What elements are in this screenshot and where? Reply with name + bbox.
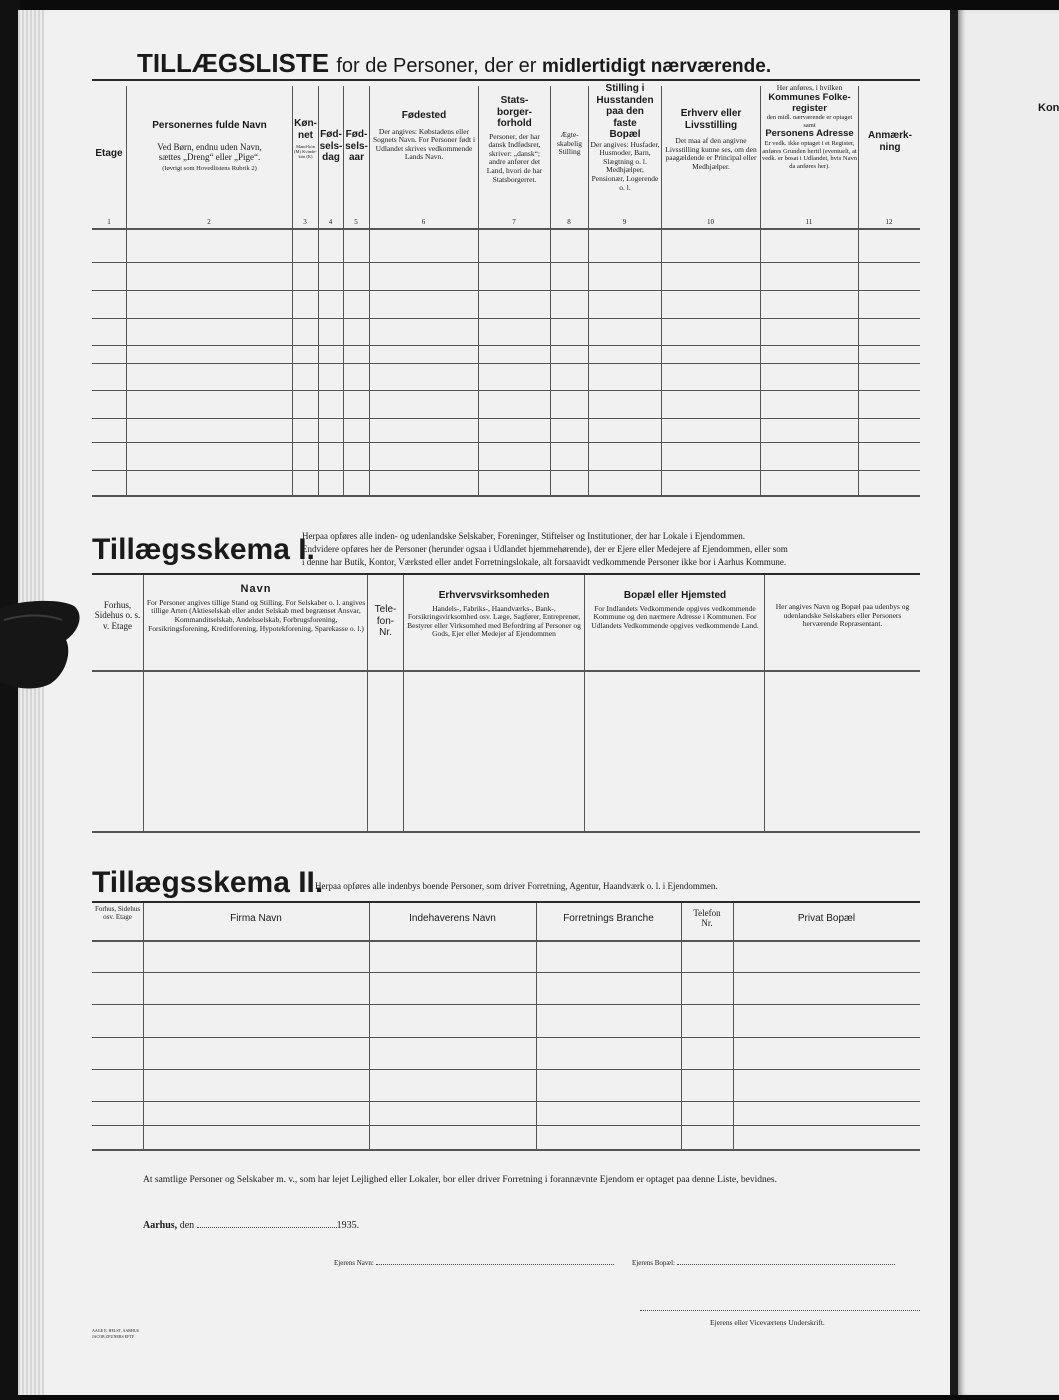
col-number: 4: [328, 218, 333, 226]
col-birthplace-title: Fødested: [401, 110, 447, 121]
owner-home-line: [632, 1256, 895, 1267]
skema2-row-line: [92, 1004, 920, 1005]
skema1-header-rule: [92, 670, 920, 672]
list-row-line: [92, 318, 920, 319]
skema2-title: Tillægsskema II.: [92, 866, 324, 899]
skema2-col-home: Privat Bopæl: [797, 913, 856, 924]
main-title: [137, 48, 771, 79]
col-citizenship-note: Personer, der har dansk Indfødsret, skriver: „dansk“; andre anfører det Land, hvori de har Statsborgerret.: [486, 131, 543, 184]
list-row-line: [92, 390, 920, 391]
skema2-col-floor: Forhus, Sidehus osv. Etage: [94, 905, 141, 922]
col-register-title: Kommunes Folke- register: [768, 91, 851, 114]
col-birthday-line2: sels-: [319, 140, 343, 152]
skema1-vline: [584, 575, 585, 831]
skema1-title: Tillægsskema I.: [92, 533, 315, 566]
list-row-line: [92, 418, 920, 419]
date-field[interactable]: [197, 1219, 337, 1228]
col-number: 9: [622, 218, 627, 226]
skema1-intro-3: i denne har Butik, Kontor, Værksted eller andet Forretningslokale, alt forsaavidt vedkommende Personer ikke bor i Aarhus Kommune.: [302, 557, 787, 567]
skema1-col-name-title: Navn: [240, 583, 272, 595]
col-occupation-note: Det maa af den angivne Livsstilling kunne ses, om den paagældende er Principal eller Medhjælper.: [665, 136, 757, 171]
col-sex-line1: Køn-: [294, 118, 317, 129]
skema1-col-phone: Tele- fon- Nr.: [374, 604, 397, 638]
skema1-col-home-title: Bopæl eller Hjemsted: [623, 590, 727, 601]
col-number: 11: [805, 218, 813, 226]
col-birthplace-note: Der angives: Købstadens eller Sognets Navn. For Personer født i Udlandet skrives vedkommende Lands Navn.: [372, 126, 476, 162]
col-citizenship-title: Stats- borger- forhold: [497, 95, 532, 129]
col-occupation-title: Erhverv eller Livsstilling: [680, 108, 742, 131]
signature-label: Ejerens eller Viceværtens Underskrift.: [710, 1318, 825, 1327]
skema2-row-line: [92, 1101, 920, 1102]
skema2-row-line: [92, 1125, 920, 1126]
col-birthyear-header: [344, 129, 369, 164]
col-birthyear-line1: Fød-: [345, 129, 368, 140]
col-number: 7: [512, 218, 516, 226]
facing-page: [958, 10, 1059, 1395]
col-number: 2: [207, 218, 211, 226]
skema1-top-rule: [92, 573, 920, 575]
owner-name-label: Ejerens Navn:: [334, 1259, 374, 1267]
skema2-top-rule: [92, 901, 920, 903]
col-register-note1: den midl. nærværende er optaget samt: [766, 114, 853, 129]
col-occupation-header: [663, 108, 759, 172]
skema1-col-business: [405, 590, 583, 639]
skema2-col-branch: Forretnings Branche: [563, 913, 654, 924]
col-register-note2: Er vedk. ikke optaget i et Register, anføres Grunden hertil (eventuelt, at vedk. er bosat i Udlandet, hvis Navn da anføres her).: [762, 140, 857, 170]
list-row-line: [92, 442, 920, 443]
skema1-col-name: [146, 583, 366, 633]
skema1-col-business-title: Erhvervsvirksomheden: [438, 590, 550, 601]
city-label: Aarhus,: [143, 1220, 178, 1231]
col-number: 5: [354, 218, 358, 226]
col-remarks-header: [859, 130, 921, 153]
skema1-col-rep: Her angives Navn og Bopæl paa udenbys og udenlandske Selskabers eller Personers herværende Repræsentant.: [775, 603, 910, 629]
skema1-col-floor: Forhus, Sidehus o. s. v. Etage: [94, 600, 141, 631]
main-title-bold: TILLÆGSLISTE: [137, 48, 330, 78]
list-row-line: [92, 363, 920, 364]
list-row-line: [92, 345, 920, 346]
col-sex-line2: net: [298, 129, 313, 141]
main-title-emphasis: midlertidigt nærværende.: [542, 56, 772, 77]
skema1-intro-1: Herpaa opføres alle inden- og udenlandske Selskaber, Foreninger, Stiftelser og Institutioner, der har Lokale i Ejendommen.: [302, 531, 746, 541]
thumb-in-scan: [0, 600, 82, 690]
skema1-col-home: [587, 590, 763, 630]
col-marital-header: [551, 131, 588, 157]
owner-home-field[interactable]: [677, 1256, 895, 1265]
col-name-header: [127, 120, 292, 173]
list-row-line: [92, 262, 920, 263]
main-title-text: for de Personer, der er: [336, 55, 543, 77]
date-line: [143, 1219, 359, 1231]
col-birthday-line3: dag: [322, 152, 340, 163]
col-remarks-line2: ning: [879, 141, 901, 153]
signature-field[interactable]: [640, 1302, 920, 1311]
skema1-intro-2: Endvidere opføres her de Personer (herunder ogsaa i Udlandet hjemmehørende), der er Ejere eller Medejere af Ejendommen, eller som: [302, 544, 788, 554]
col-marital-line3: Stilling: [558, 147, 581, 157]
skema2-row-line: [92, 972, 920, 973]
col-sex-note: Mand-kön (M) Kvinde-kön (K): [294, 144, 317, 160]
skema2-header-rule: [92, 940, 920, 942]
col-number: 3: [303, 218, 307, 226]
owner-name-field[interactable]: [376, 1256, 614, 1265]
col-etage: Etage: [95, 148, 123, 159]
scan-background: [0, 0, 20, 1400]
skema1-col-name-note: For Personer angives tillige Stand og Stilling. For Selskaber o. l. angives tillige Arten (Aktieselskab eller andet Selskab med begrænset Ansvar, Kommanditselskab, Andelsselskab, Forbrugsforening, Forsikringsforening, Kreditforening, Hypotekforening, Sparekasse o. l.): [146, 597, 366, 633]
skema2-bottom-rule: [92, 1149, 920, 1151]
col-number: 8: [567, 218, 571, 226]
owner-home-label: Ejerens Bopæl:: [632, 1259, 675, 1267]
col-name-title: Personernes fulde Navn: [152, 120, 267, 131]
col-birthyear-line3: aar: [348, 152, 364, 163]
col-birthday-header: [319, 129, 343, 164]
col-number: 10: [707, 218, 714, 226]
book-gutter: [950, 10, 958, 1395]
main-title-rule: [92, 79, 920, 81]
list-row-line: [92, 290, 920, 291]
col-birthday-line1: Fød-: [320, 129, 342, 140]
printer-imprint-2: JACOB ZEUNERS EFTF.: [92, 1334, 135, 1339]
owner-name-line: [334, 1256, 614, 1267]
skema2-row-line: [92, 1069, 920, 1070]
skema2-intro: Herpaa opføres alle indenbys boende Personer, som driver Forretning, Agentur, Haandværk o. l. i Ejendommen.: [315, 881, 718, 891]
skema2-col-phone: Telefon Nr.: [693, 908, 721, 929]
col-household-note: Der angives: Husfader, Husmoder, Barn, Slægtning o. l. Medhjælper, Pensionær, Logerende o. l.: [590, 139, 660, 192]
skema2-col-owner: Indehaverens Navn: [409, 913, 496, 924]
list-header-rule: [92, 228, 920, 230]
col-number: 6: [421, 218, 426, 226]
skema1-vline: [764, 575, 765, 831]
facing-page-text: Kon: [1038, 102, 1059, 114]
col-register-header: [761, 84, 858, 170]
col-citizenship-header: [480, 95, 549, 184]
skema1-vline: [143, 575, 144, 831]
list-bottom-rule: [92, 495, 920, 497]
col-marital-line1: Ægte-: [560, 131, 579, 139]
col-number: 12: [885, 218, 893, 226]
col-number: 1: [107, 218, 111, 226]
col-birthplace-header: [372, 110, 476, 162]
skema1-vline: [403, 575, 404, 831]
skema1-bottom-rule: [92, 831, 920, 833]
skema2-row-line: [92, 1037, 920, 1038]
col-household-title: Stilling i Husstanden paa den faste Bopæl: [596, 83, 654, 140]
col-name-note3: (Iøvrigt som Hovedlistens Rubrik 2): [162, 165, 257, 173]
page-stack-edge: [18, 10, 44, 1395]
skema2-col-firm: Firma Navn: [230, 913, 282, 924]
skema1-col-home-note: For Indlandets Vedkommende opgives vedkommende Kommune og den nærmere Adresse i Kommunen. For Udlandets Vedkommende opgives vedkommende Land.: [591, 603, 759, 630]
certify-statement: At samtlige Personer og Selskaber m. v., som har lejet Lejlighed eller Lokaler, bor eller driver Forretning i forannævnte Ejendom er optaget paa denne Liste, bevidnes.: [143, 1175, 777, 1185]
col-sex-header: [293, 118, 318, 160]
col-household-header: [589, 83, 661, 192]
col-name-note1: Ved Børn, endnu uden Navn,: [157, 141, 262, 152]
col-birthyear-line2: sels-: [345, 140, 368, 152]
year-label: 1935.: [336, 1220, 360, 1231]
skema1-col-business-note: Handels-, Fabriks-, Haandværks-, Bank-, Forsikringsvirksomhed osv. Læge, Sagfører, Entreprenør, Bestyrer eller Virksomhed med Befordring af Personer og Gods, Ejer eller Medejer af Ejendommen: [407, 603, 581, 639]
den-label: den: [179, 1220, 195, 1231]
col-name-note2: sættes „Dreng“ eller „Pige“.: [158, 151, 261, 162]
col-remarks-line1: Anmærk-: [868, 130, 912, 141]
printer-imprint-1: AAGE E. HELST, AARHUS: [92, 1328, 139, 1333]
col-register-title2: Personens Adresse: [765, 128, 854, 140]
col-register-pre: Her anføres, i hvilken: [776, 84, 843, 92]
list-row-line: [92, 470, 920, 471]
col-marital-line2: skabelig: [557, 138, 582, 148]
